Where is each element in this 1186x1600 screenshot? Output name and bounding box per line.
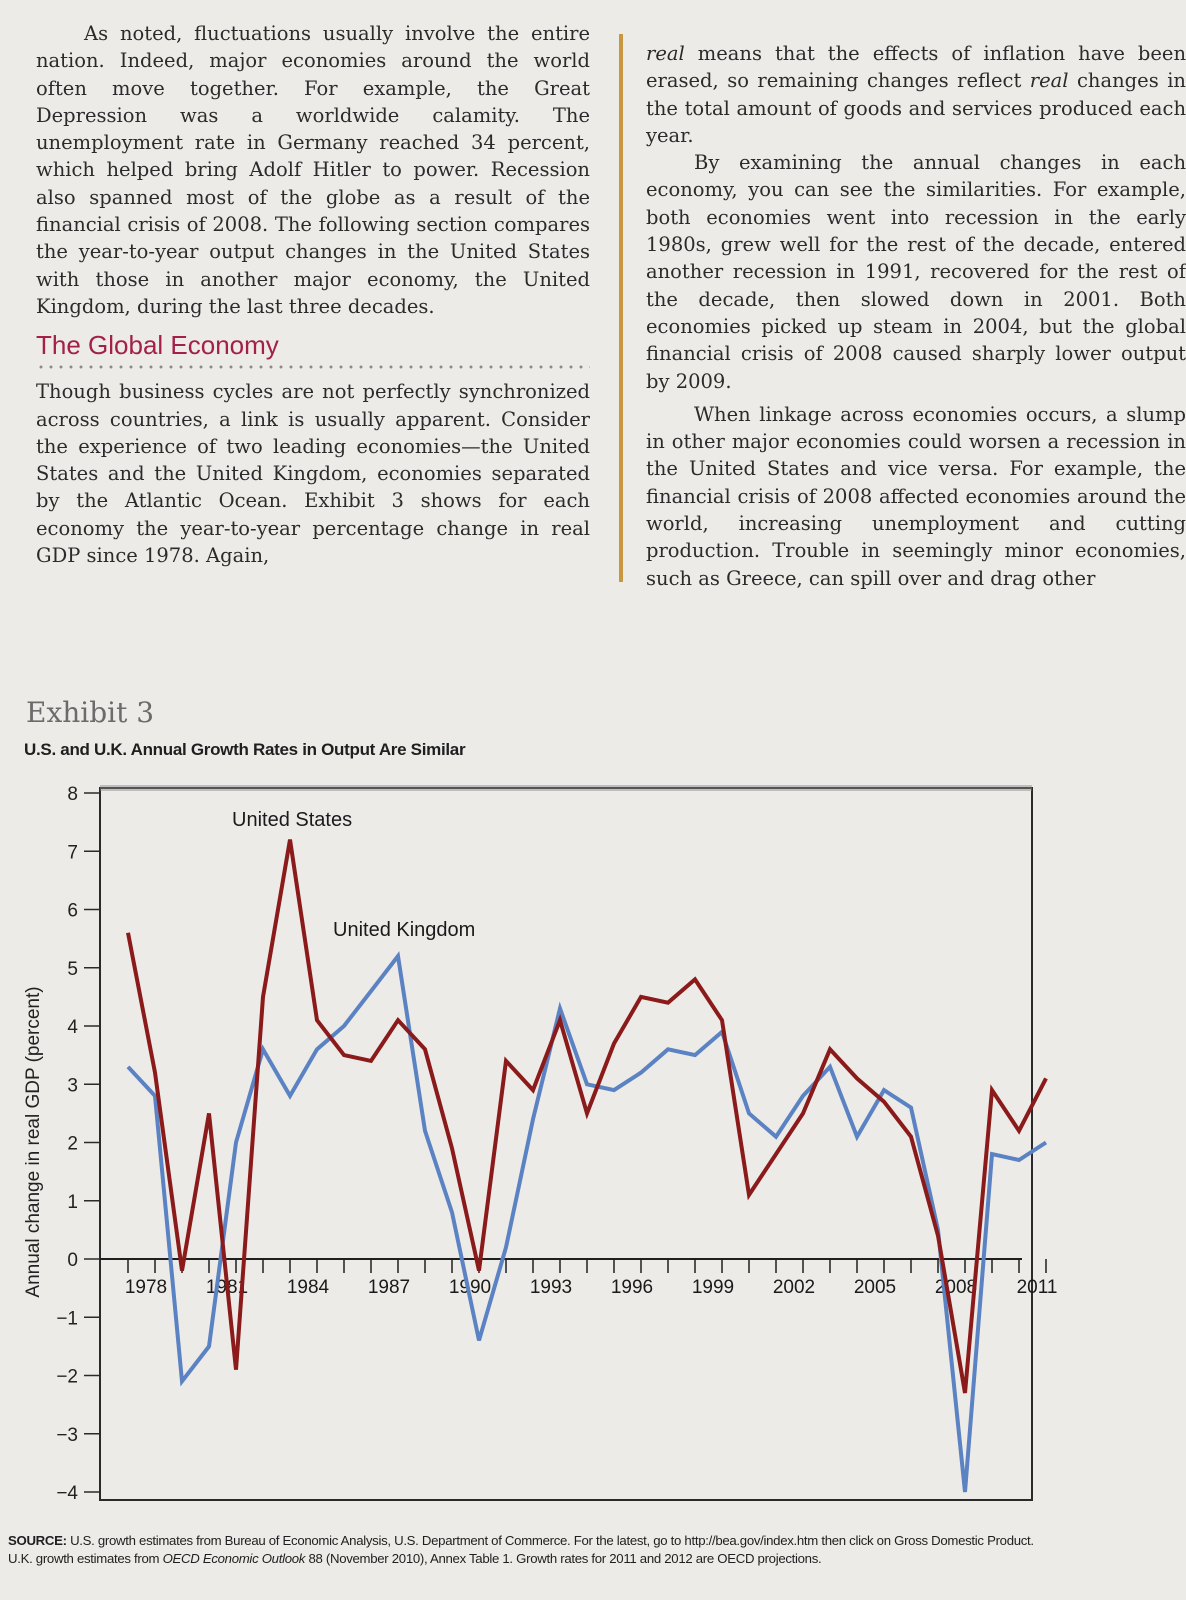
- chart-title: U.S. and U.K. Annual Growth Rates in Output Are Similar: [24, 740, 466, 759]
- y-tick-label: 7: [67, 842, 78, 864]
- y-tick-label: −4: [56, 1483, 78, 1504]
- y-tick-label: −1: [56, 1308, 78, 1330]
- y-axis-label: Annual change in real GDP (percent): [23, 986, 44, 1298]
- y-axis: [56, 784, 100, 1504]
- source-line-2b: 88 (November 2010), Annex Table 1. Growth rates for 2011 and 2012 are OECD projections.: [305, 1551, 822, 1566]
- y-tick-label: 0: [67, 1250, 78, 1271]
- source-line-2a: U.K. growth estimates from: [8, 1551, 163, 1566]
- exhibit-label: Exhibit 3: [26, 696, 155, 729]
- x-tick-label: 2002: [772, 1277, 816, 1298]
- x-tick-label: 2008: [934, 1277, 978, 1298]
- series-line-united-states: [128, 840, 1046, 1393]
- series-label-uk: United Kingdom: [333, 919, 476, 941]
- y-tick-label: 5: [67, 958, 78, 980]
- y-tick-label: 8: [67, 784, 78, 805]
- x-tick-label: 1987: [367, 1277, 411, 1298]
- paragraph: When linkage across economies occurs, a slump in other major economies could worsen a recession in the United States and vice versa. For example, the financial crisis of 2008 affected economies around the world, increasing unemployment and cutting production. Trouble in seemingly minor economies, such as Greece, can spill over and drag other: [646, 402, 1186, 590]
- y-tick-label: 4: [67, 1017, 78, 1038]
- source-label: SOURCE:: [8, 1533, 67, 1548]
- paragraph: By examining the annual changes in each economy, you can see the similarities. For example, both economies went into recession in the early 1980s, grew well for the rest of the decade, entered another recession in 1991, recovered for the rest of the decade, then slowed down in 2001. Both economies picked up steam in 2004, but the global financial crisis of 2008 caused sharply lower output by 2009.: [646, 151, 1186, 393]
- series-line-united-kingdom: [128, 956, 1046, 1492]
- series-group: [128, 840, 1046, 1493]
- x-tick-label: 2005: [853, 1277, 897, 1298]
- x-tick-label: 2011: [1016, 1277, 1058, 1298]
- x-tick-label: 1978: [124, 1277, 168, 1298]
- line-chart: [0, 770, 1172, 1530]
- source-publication: OECD Economic Outlook: [162, 1551, 306, 1566]
- paragraph: [646, 40, 1186, 149]
- paragraph: As noted, fluctuations usually involve the entire nation. Indeed, major economies around the world often move together. For example, the Great Depression was a worldwide calamity. The unemployment rate in Germany reached 34 percent, which helped bring Adolf Hitler to power. Recession also spanned most of the globe as a result of the financial crisis of 2008. The following section compares the year-to-year output changes in the United States with those in another major economy, the United Kingdom, during the last three decades.: [36, 22, 590, 318]
- y-tick-label: 1: [67, 1191, 78, 1213]
- series-label-us: United States: [232, 809, 353, 831]
- text-run: changes in the total amount of goods and services produced each year.: [646, 69, 1186, 147]
- y-tick-label: 6: [67, 900, 78, 922]
- right-column: [646, 40, 1186, 592]
- y-tick-label: −3: [56, 1424, 78, 1446]
- source-line-1: U.S. growth estimates from Bureau of Economic Analysis, U.S. Department of Commerce. For the latest, go to http://bea.gov/index.htm then click on Gross Domestic Product.: [66, 1533, 1034, 1548]
- x-tick-label: 1981: [205, 1277, 249, 1298]
- dotted-divider: [36, 364, 590, 370]
- y-tick-label: 2: [67, 1133, 78, 1155]
- column-rule: [619, 34, 623, 582]
- emphasis: real: [646, 42, 685, 65]
- text-run: means that the effects of inflation have been erased, so remaining changes reflect: [646, 42, 1186, 93]
- paragraph: Though business cycles are not perfectly synchronized across countries, a link is usually apparent. Consider the experience of two leading economies—the United States and the United Kingdom, economies separated by the Atlantic Ocean. Exhibit 3 shows for each economy the year-to-year percentage change in real GDP since 1978. Again,: [36, 380, 590, 568]
- x-tick-label: 1993: [529, 1277, 573, 1298]
- plot-frame: [100, 788, 1032, 1500]
- x-tick-label: 1996: [610, 1277, 654, 1298]
- section-heading: The Global Economy: [36, 330, 279, 361]
- emphasis: real: [1029, 69, 1069, 93]
- left-column: [36, 20, 590, 569]
- y-tick-label: 3: [67, 1075, 78, 1097]
- x-tick-label: 1984: [286, 1277, 330, 1298]
- x-tick-label: 1990: [448, 1277, 492, 1298]
- source-note: [8, 1532, 1158, 1568]
- x-tick-label: 1999: [691, 1277, 735, 1298]
- y-tick-label: −2: [56, 1366, 78, 1388]
